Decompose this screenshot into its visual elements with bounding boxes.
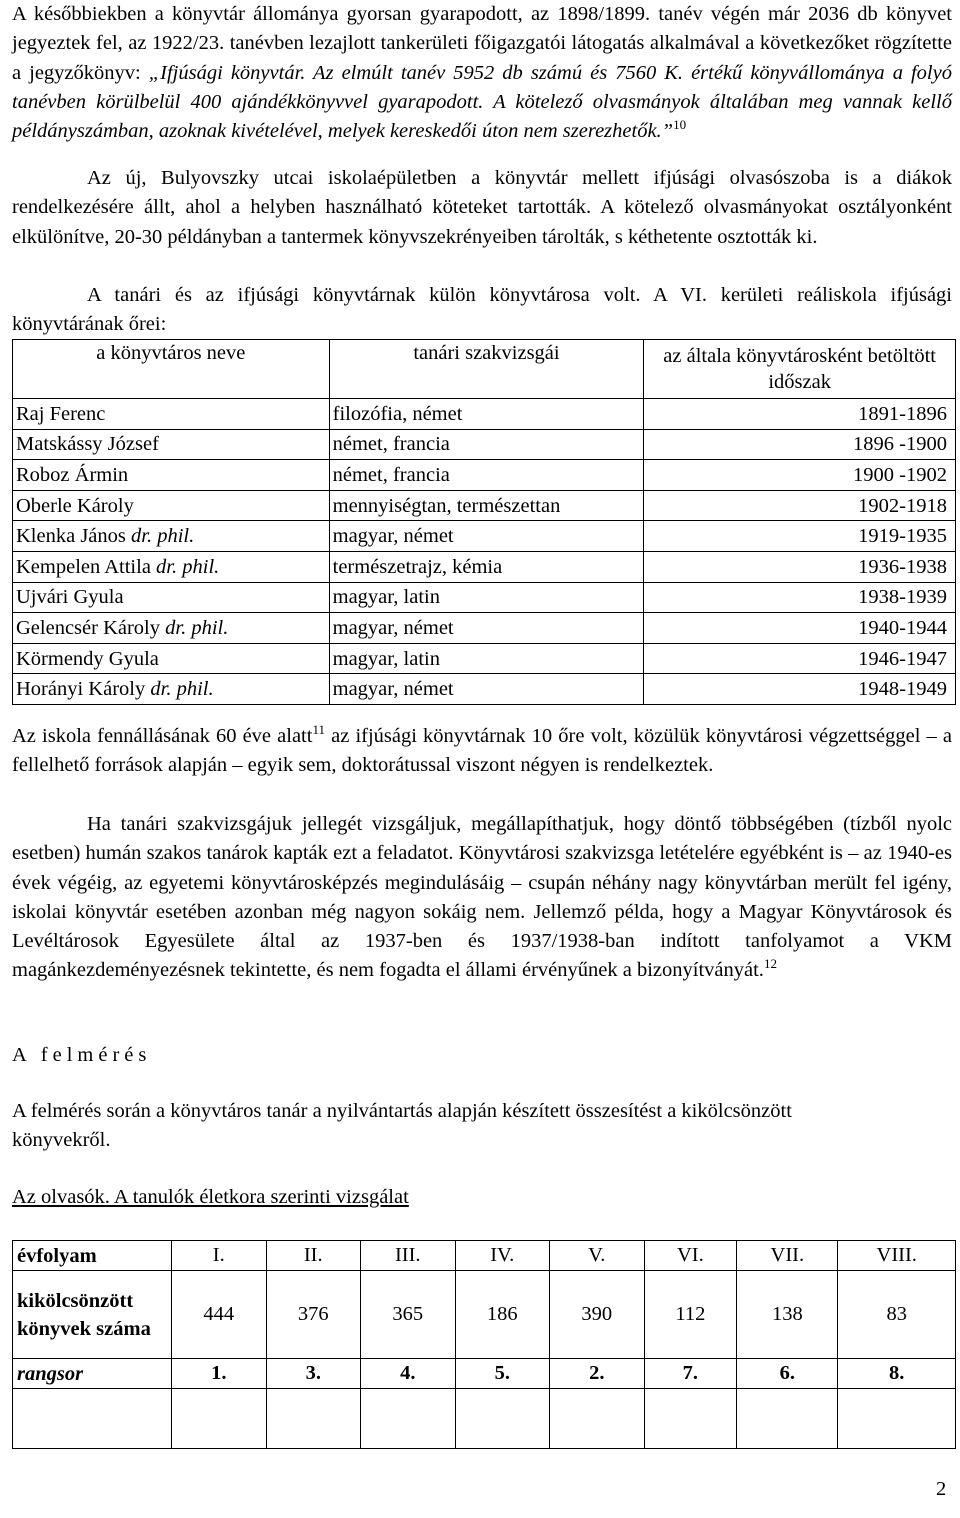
empty-cell (550, 1389, 645, 1449)
librarian-row (13, 674, 956, 705)
grade-cell: II. (266, 1241, 361, 1271)
librarian-degree: dr. phil. (131, 525, 195, 548)
footnote-ref-12: 12 (763, 956, 777, 972)
subsection-heading: Az olvasók. A tanulók életkora szerinti vizsgálat (12, 1186, 409, 1208)
librarian-subjects: magyar, latin (329, 643, 644, 674)
librarian-period: 1902-1918 (644, 490, 956, 521)
librarian-name (13, 613, 330, 644)
librarian-subjects: filozófia, német (329, 399, 644, 430)
empty-cell (455, 1389, 550, 1449)
librarian-subjects: természetrajz, kémia (329, 551, 644, 582)
librarian-name-text: Matskássy József (16, 433, 159, 456)
librarian-subjects: német, francia (329, 429, 644, 460)
librarians-intro-paragraph: A tanári és az ifjúsági könyvtárnak külön könyvtárosa volt. A VI. kerületi reáliskola ifjúsági könyvtárának őrei: (12, 284, 952, 336)
librarian-row (13, 643, 956, 674)
grade-label: évfolyam (13, 1241, 172, 1271)
librarian-period: 1936-1938 (644, 551, 956, 582)
librarian-subjects: magyar, német (329, 674, 644, 705)
librarian-subjects: mennyiségtan, természettan (329, 490, 644, 521)
grade-row (13, 1241, 956, 1271)
librarian-period: 1946-1947 (644, 643, 956, 674)
librarian-name-text: Horányi Károly (16, 678, 151, 701)
librarian-period: 1948-1949 (644, 674, 956, 705)
librarian-subjects: magyar, német (329, 521, 644, 552)
rank-cell: 2. (550, 1359, 645, 1389)
grade-cell: VIII. (838, 1241, 956, 1271)
librarian-degree: dr. phil. (156, 555, 220, 578)
librarian-name-text: Ujvári Gyula (16, 586, 124, 609)
grade-cell: V. (550, 1241, 645, 1271)
librarian-period: 1919-1935 (644, 521, 956, 552)
librarian-row (13, 429, 956, 460)
rank-cell: 5. (455, 1359, 550, 1389)
librarian-row (13, 613, 956, 644)
librarian-row (13, 460, 956, 491)
librarian-name (13, 674, 330, 705)
loans-cell: 186 (455, 1271, 550, 1359)
librarian-name-text: Raj Ferenc (16, 402, 106, 425)
librarian-name (13, 521, 330, 552)
librarian-period: 1891-1896 (644, 399, 956, 430)
loans-by-grade-table (12, 1240, 956, 1449)
librarian-name-text: Kempelen Attila (16, 555, 157, 578)
grade-cell: IV. (455, 1241, 550, 1271)
rank-cell: 4. (361, 1359, 456, 1389)
librarian-name (13, 429, 330, 460)
librarian-subjects: magyar, latin (329, 582, 644, 613)
rank-cell: 8. (838, 1359, 956, 1389)
librarian-row (13, 399, 956, 430)
librarian-row (13, 490, 956, 521)
librarian-period: 1938-1939 (644, 582, 956, 613)
grade-cell: VII. (737, 1241, 838, 1271)
loans-cell: 376 (266, 1271, 361, 1359)
librarian-name-text: Oberle Károly (16, 494, 134, 517)
librarian-row (13, 551, 956, 582)
librarian-name (13, 460, 330, 491)
rank-row (13, 1359, 956, 1389)
page-number: 2 (936, 1478, 947, 1500)
librarian-subjects: magyar, német (329, 613, 644, 644)
empty-cell (838, 1389, 956, 1449)
rank-label: rangsor (13, 1359, 172, 1389)
librarian-name (13, 551, 330, 582)
rank-cell: 6. (737, 1359, 838, 1389)
loans-cell: 112 (644, 1271, 737, 1359)
loans-cell: 444 (172, 1271, 267, 1359)
empty-cell (644, 1389, 737, 1449)
librarian-name (13, 643, 330, 674)
librarian-name-text: Klenka János (16, 525, 132, 548)
inspection-quote: „Ifjúsági könyvtár. Az elmúlt tanév 5952 db számú és 7560 K. értékű könyvállománya a folyó tanévben körülbelül 400 ajándékkönyvvel gyarapodott. A kötelező olvasmányok általában meg vannak kellő példányszámban, azoknak kivételével, melyek kereskedői úton nem szerezhetők.” (12, 61, 952, 143)
librarian-name (13, 582, 330, 613)
loans-cell: 390 (550, 1271, 645, 1359)
summary-text-a: Az iskola fennállásának 60 éve alatt (12, 725, 313, 747)
survey-paragraph: A felmérés során a könyvtáros tanár a nyilvántartás alapján készített összesítést a kikölcsönzött könyvekről. (12, 1100, 792, 1152)
summary-paragraph (12, 722, 952, 781)
librarian-row (13, 521, 956, 552)
footnote-ref-11: 11 (312, 722, 325, 737)
grade-cell: VI. (644, 1241, 737, 1271)
footnote-ref-10: 10 (673, 117, 687, 133)
librarian-row (13, 582, 956, 613)
librarian-period: 1900 -1902 (644, 460, 956, 491)
loans-row (13, 1271, 956, 1359)
loans-label: kikölcsönzött könyvek száma (13, 1271, 172, 1359)
qualification-text: Ha tanári szakvizsgájuk jellegét vizsgáljuk, megállapíthatjuk, hogy döntő többségében (tízből nyolc esetben) humán szakos tanárok kapták ezt a feladatot. Könyvtárosi szakvizsga letételére egyébként is – az 1940-es évek végéig, az egyetemi könyvtárosképzés megindulásáig – csupán néhány nagy könyvtárban merült fel igény, iskolai könyvtár esetében azonban még nagyon sokáig nem. Jellemző példa, hogy a Magyar Könyvtárosok és Levéltárosok Egyesülete által az 1937-ben és 1937/1938-ban indított tanfolyamot a VKM magánkezdeményezésnek tekintette, és nem fogadta el állami érvényűnek a bizonyítványát. (12, 813, 952, 982)
intro-paragraph (12, 0, 952, 146)
loans-cell: 365 (361, 1271, 456, 1359)
empty-cell (172, 1389, 267, 1449)
grade-cell: I. (172, 1241, 267, 1271)
librarian-name (13, 490, 330, 521)
rank-cell: 1. (172, 1359, 267, 1389)
section-heading: A felmérés (12, 1044, 152, 1066)
empty-cell (13, 1389, 172, 1449)
summary-text-b: az ifjúsági könyvtárnak 10 őre volt, közülük könyvtárosi végzettséggel – a fellelhető források alapján – egyik sem, doktorátussal viszont négyen is rendelkeztek. (12, 725, 952, 777)
librarians-table-body (13, 399, 956, 705)
reading-room-paragraph: Az új, Bulyovszky utcai iskolaépületben a könyvtár mellett ifjúsági olvasószoba is a diákok rendelkezésére állt, ahol a helyben használható köteteket tartották. A kötelező olvasmányokat osztályonként elkülönítve, 20-30 példányban a tantermek könyvszekrényeiben tárolták, s kéthetente osztották ki. (12, 167, 952, 248)
rank-cell: 3. (266, 1359, 361, 1389)
loans-cell: 138 (737, 1271, 838, 1359)
librarians-table-header (13, 340, 956, 399)
header-name: a könyvtáros neve (13, 340, 330, 399)
librarian-name-text: Roboz Ármin (16, 463, 129, 486)
empty-row (13, 1389, 956, 1449)
librarian-subjects: német, francia (329, 460, 644, 491)
librarian-degree: dr. phil. (165, 616, 229, 639)
librarians-table (12, 339, 956, 705)
librarian-period: 1940-1944 (644, 613, 956, 644)
librarian-name-text: Gelencsér Károly (16, 616, 166, 639)
empty-cell (266, 1389, 361, 1449)
librarian-name (13, 399, 330, 430)
empty-cell (737, 1389, 838, 1449)
intro-text: A későbbiekben a könyvtár állománya gyorsan gyarapodott, az 1898/1899. tanév végén már 2036 db könyvet jegyeztek fel, az 1922/23. tanévben lezajlott tankerületi főigazgatói látogatás alkalmával a következőket rögzítette a jegyzőkönyv: (12, 3, 952, 84)
librarian-period: 1896 -1900 (644, 429, 956, 460)
loans-cell: 83 (838, 1271, 956, 1359)
header-period: az általa könyvtárosként betöltött időszak (644, 340, 956, 399)
librarian-degree: dr. phil. (150, 678, 214, 701)
librarian-name-text: Körmendy Gyula (16, 647, 159, 670)
rank-cell: 7. (644, 1359, 737, 1389)
empty-cell (361, 1389, 456, 1449)
header-subjects: tanári szakvizsgái (329, 340, 644, 399)
grade-cell: III. (361, 1241, 456, 1271)
qualification-paragraph (12, 810, 952, 986)
